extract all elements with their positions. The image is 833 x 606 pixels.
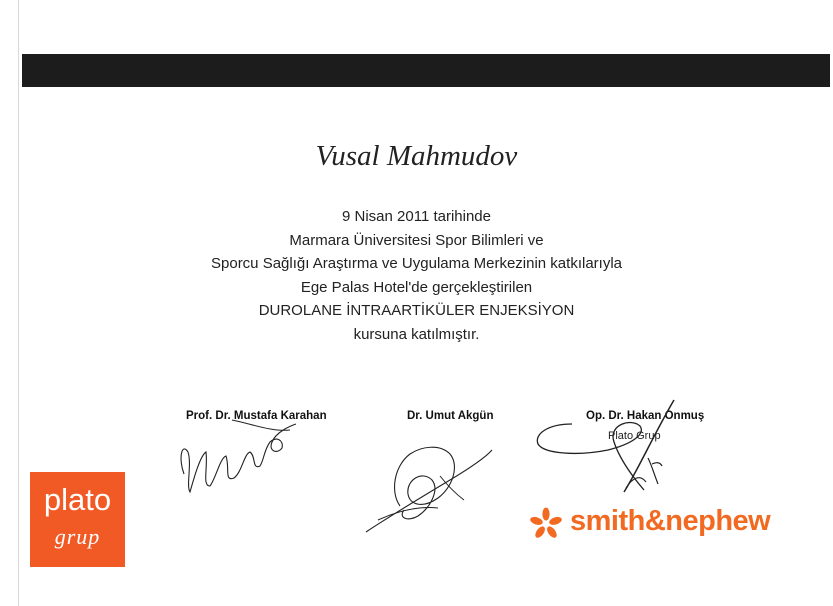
header-band	[22, 54, 830, 87]
body-line-closing: kursuna katılmıştır.	[353, 325, 480, 343]
signatory-2-name: Dr. Umut Akgün	[407, 410, 494, 422]
signature-1-drawing	[172, 412, 302, 504]
body-line-venue: Ege Palas Hotel'de gerçekleştirilen	[300, 278, 533, 296]
smith-nephew-logo	[528, 502, 808, 548]
plato-logo-text: plato	[43, 482, 112, 517]
smith-nephew-star-icon	[528, 506, 564, 542]
signature-2-drawing	[360, 436, 500, 536]
signatory-1-name: Prof. Dr. Mustafa Karahan	[186, 410, 327, 422]
body-line-center: Sporcu Sağlığı Araştırma ve Uygulama Merkezinin katkılarıyla	[211, 255, 622, 273]
recipient-name: Vusal Mahmudov	[315, 140, 518, 172]
body-line-course: DUROLANE İNTRAARTİKÜLER ENJEKSİYON	[258, 302, 575, 320]
body-line-date: 9 Nisan 2011 tarihinde	[342, 208, 491, 225]
grup-logo-text: grup	[54, 524, 101, 549]
body-line-institution: Marmara Üniversitesi Spor Bilimleri ve	[289, 231, 544, 249]
smith-nephew-wordmark: smith&nephew	[570, 505, 771, 537]
plato-grup-logo	[30, 472, 125, 567]
signature-3-drawing	[528, 394, 688, 500]
signatory-3-name: Op. Dr. Hakan Onmuş	[586, 410, 705, 422]
signatory-3-affiliation: Plato Grup	[608, 430, 661, 442]
certificate-body	[0, 205, 833, 347]
